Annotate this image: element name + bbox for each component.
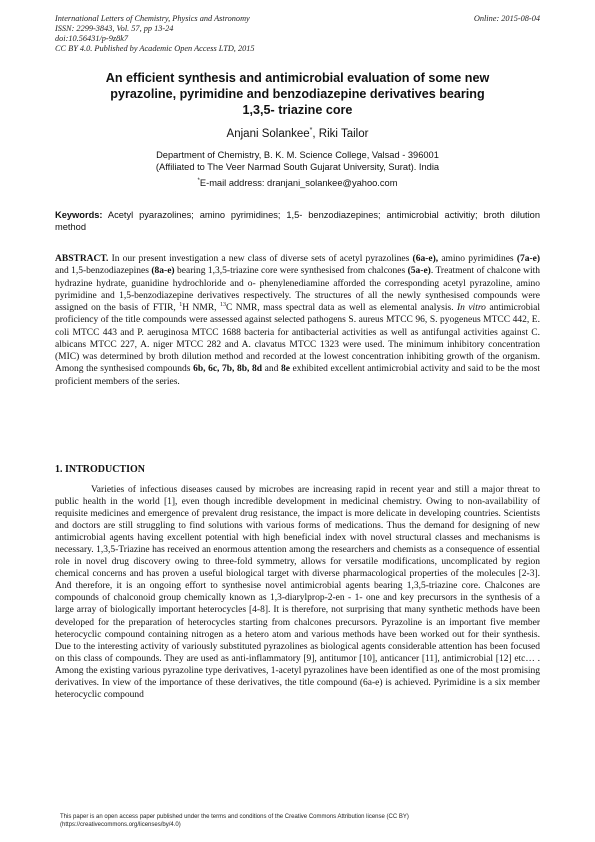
abstract-text: exhibited excellent antimicrobial activity and said to be the most proficient members of the series. (55, 364, 541, 387)
abstract-text: and (264, 364, 279, 375)
abstract-text: bearing 1,3,5-triazine core were synthesised from chalcones (177, 266, 406, 277)
online-date: Online: 2015-08-04 (473, 14, 540, 23)
title-line-2: pyrazoline, pyrimidine and benzodiazepine derivatives bearing (110, 87, 485, 101)
compound-label: (7a-e) (516, 254, 541, 264)
compound-label: 6b, 6c, 7b, 8b, 8d (193, 364, 263, 375)
abstract-text: C NMR, mass spectral data as well as elemental analysis. (225, 303, 454, 313)
compound-label: (5a-e) (407, 266, 431, 277)
license-line: CC BY 4.0. Published by Academic Open Access LTD, 2015 (55, 44, 255, 53)
keywords (55, 209, 540, 233)
author-name-2: Riki Tailor (318, 128, 369, 140)
keywords-text: Acetyl pyarazolines; amino pyrimidines; 1,5- benzodiazepines; antimicrobial activitiy; broth dilution method (55, 210, 540, 232)
introduction-paragraph: Varieties of infectious diseases caused by microbes are increasing rapid in recent year and still a major threat to public health in the world [1], even though incredible development in medicinal chemistry. Owing to non-availability of requisite medicines and emergence of prevalent drug resistance, the impact is more delicate in developing countries. Scientists and doctors are still struggling to find solutions with various forms of medications. Thus the demand for designing of new antimicrobial agents having excellent potential with high beneficial index with novel structural classes and mechanisms is necessary. 1,3,5-Triazine has received an enormous attention among the researchers and chemists as a consequence of essential role in novel drug discovery owing to three-fold symmetry, allows for versatile modifications, uncomplicated by region chemical concerns and has proven a useful biological target with diverse pharmacological properties of the molecules [2-3]. And therefore, it is an ongoing effort to synthesise novel antimicrobial agents bearing 1,3,5-triazine core. Chalcones are compounds of chalconoid group chemically known as 1,3-diarylprop-2-en - 1- one and key precursors in the synthesis of a large array of biologically important heterocycles [4-8]. It is therefore, not surprising that many synthetic methods have been developed for the preparation of heterocycles starting from chalcones precursors. Pyrazoline is an important five member heterocyclic compound containing nitrogen as a hetero atom and various methods have been worked out for their synthesis. Due to the interesting activity of variously substituted pyrazolines as biological agents considerable attention has been focused on this class of compounds. They are used as anti-inflammatory [9], antitumor [10], anticancer [11], antimicrobial [12] etc… . Among the existing various pyrazoline type derivatives, 1-acetyl pyrazolines have been identified as one of the most promising derivatives. In view of the importance of these derivatives, the title compound (6a-e) is achieved. Pyrimidine is a six member heterocyclic compound (55, 485, 540, 700)
superscript: 13 (219, 301, 226, 308)
abstract (55, 253, 540, 388)
keywords-label: Keywords: (55, 210, 103, 220)
affiliation-line-2: (Affiliated to The Veer Narmad South Gujarat University, Surat). India (155, 162, 440, 172)
corresponding-mark: * (309, 127, 313, 135)
compound-label: (8a-e) (151, 266, 175, 277)
in-vitro-term: In vitro (457, 303, 486, 313)
abstract-text: amino pyrimidines (441, 254, 514, 264)
compound-label: (6a-e), (412, 254, 439, 264)
author-separator: , (312, 128, 319, 140)
email-mark: * (197, 177, 200, 184)
abstract-text: H NMR, (182, 303, 217, 313)
superscript: 1 (179, 301, 183, 308)
footer-license-link[interactable]: (https://creativecommons.org/licenses/by/4.0) (60, 822, 181, 828)
email-line (60, 177, 535, 189)
compound-label: 8e (280, 364, 290, 375)
affiliation (60, 149, 535, 173)
abstract-text: and 1,5-benzodiazepines (55, 266, 149, 277)
license-footer (60, 813, 540, 829)
author-name-1: Anjani Solankee (226, 128, 310, 140)
paper-title (60, 70, 535, 118)
running-header (55, 14, 540, 54)
title-line-1: An efficient synthesis and antimicrobial evaluation of some new (105, 71, 490, 85)
abstract-label: ABSTRACT. (55, 254, 109, 264)
abstract-text: In our present investigation a new class of diverse sets of acetyl pyrazolines (111, 254, 410, 264)
journal-name: International Letters of Chemistry, Physics and Astronomy (55, 14, 250, 23)
author-list (60, 127, 535, 141)
abstract-text: . Treatment of chalcone with hydrazine hydrate, guanidine hydrochloride and o- phenylenediamine afforded the corresponding acetyl pyrazoline, amino pyrimidine and 1,5-benzodiazepine derivatives respectively. The structures of all the newly synthesised compounds were assigned on the basis of FTIR, (55, 266, 540, 313)
footer-line-1: This paper is an open access paper published under the terms and conditions of the Creative Commons Attribution license (CC BY) (60, 814, 409, 820)
doi-line[interactable]: doi:10.56431/p-9z8k7 (55, 34, 129, 43)
section-heading-introduction: 1. INTRODUCTION (55, 464, 146, 475)
affiliation-line-1: Department of Chemistry, B. K. M. Science College, Valsad - 396001 (156, 150, 439, 160)
issn-line: ISSN: 2299-3843, Vol. 57, pp 13-24 (55, 24, 174, 33)
abstract-text: antimicrobial proficiency of the title compounds were assessed against selected pathogens S. aureus MTCC 96, S. pyogeneus MTCC 442, E. coli MTCC 443 and P. aeruginosa MTCC 1688 bacteria for antibacterial activities as well as antifungal activities against C. albicans MTCC 227, A. niger MTCC 282 and A. clavatus MTCC 1323 were used. The minimum inhibitory concentration (MIC) was determined by broth dilution method and recorded at the lowest concentration inhibiting growth of the organism. Among the synthesised compounds (55, 303, 541, 375)
email-address[interactable]: E-mail address: dranjani_solankee@yahoo.com (199, 178, 398, 188)
title-line-3: 1,3,5- triazine core (242, 103, 353, 117)
